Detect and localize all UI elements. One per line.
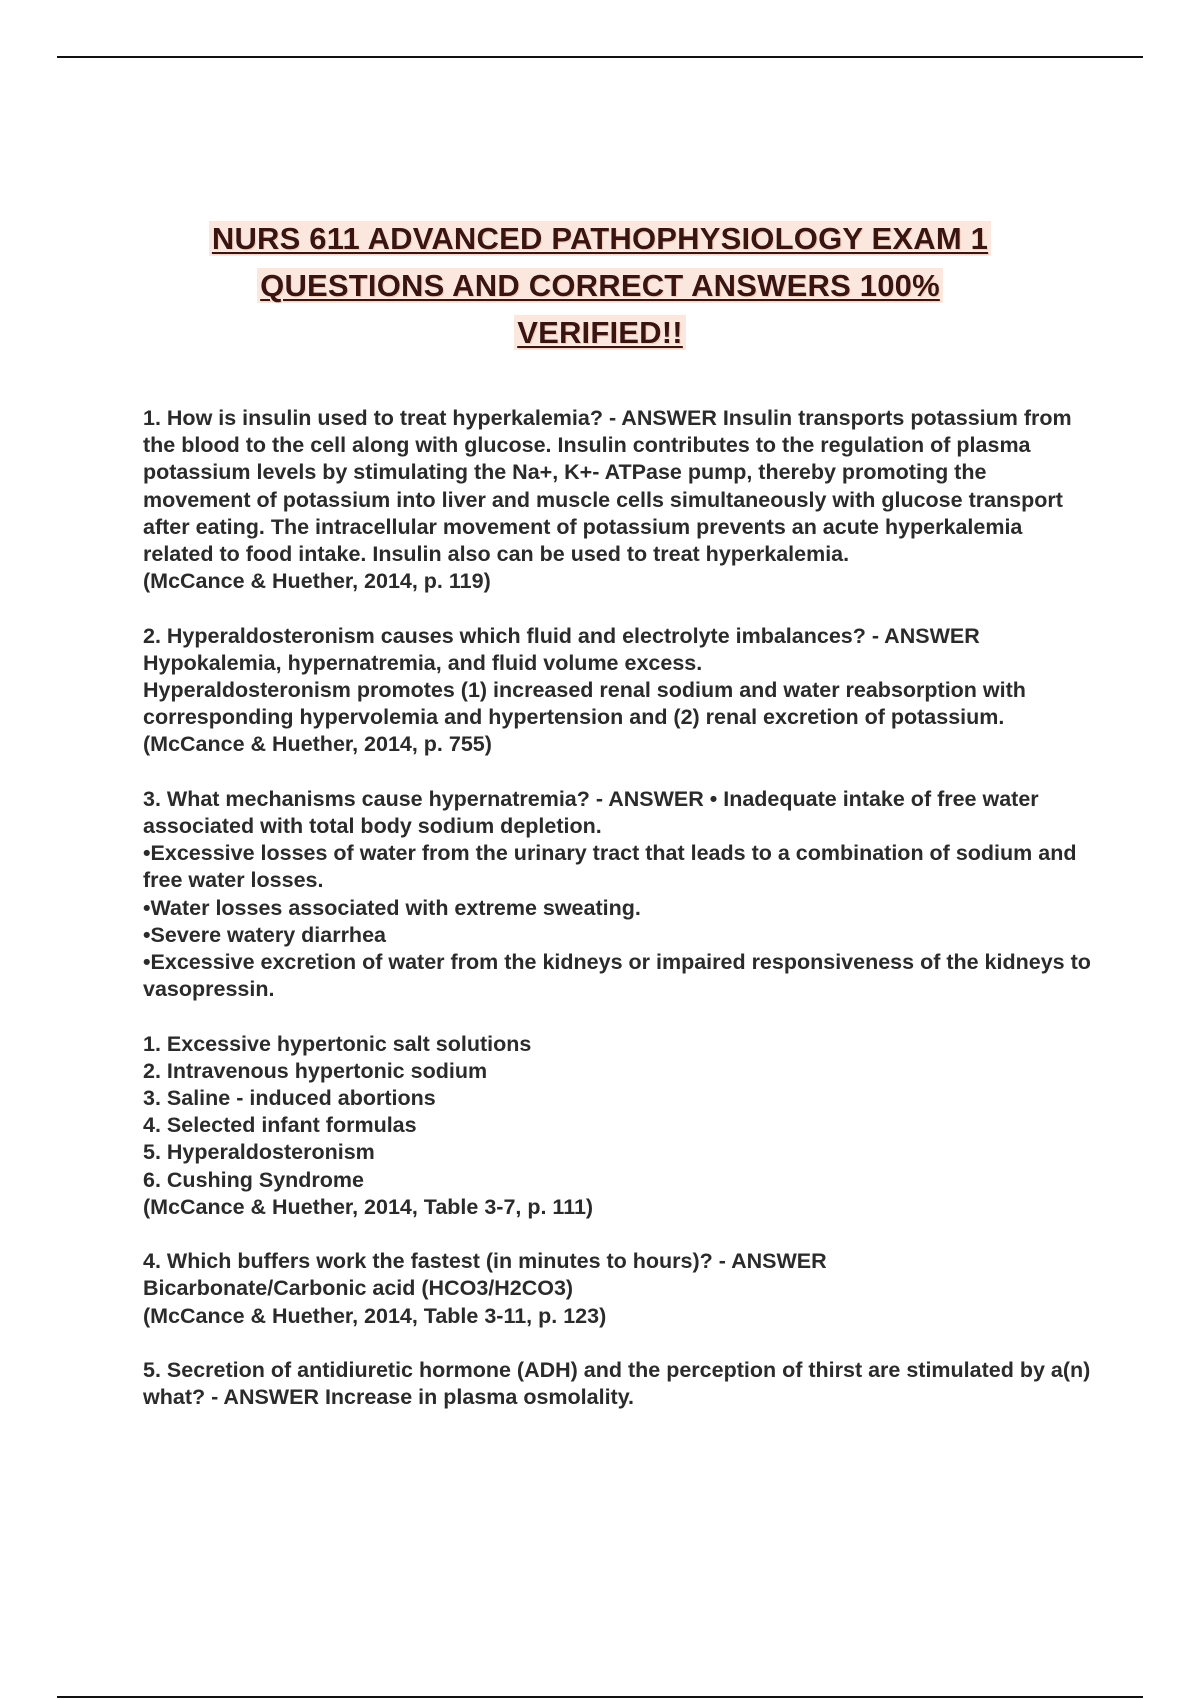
question-1-text: 1. How is insulin used to treat hyperkalemia? - ANSWER Insulin transports potassium from the blood to the cell along with glucose. Insulin contributes to the regulation of plasma potassium levels by stimulating the Na+, K+- ATPase pump, thereby promoting the movement of potassium into liver and muscle cells simultaneously with glucose transport after eating. The intracellular movement of potassium prevents an acute hyperkalemia related to food intake. Insulin also can be used to treat hyperkalemia.: [143, 406, 1072, 567]
question-1: [143, 405, 1093, 595]
question-2-text: 2. Hyperaldosteronism causes which fluid and electrolyte imbalances? - ANSWER Hypokalemia, hypernatremia, and fluid volume excess.: [143, 623, 980, 675]
document-title: [100, 215, 1100, 356]
question-3-citation: (McCance & Huether, 2014, Table 3-7, p. 111): [143, 1194, 594, 1219]
question-5: [143, 1357, 1093, 1411]
question-4-text: 4. Which buffers work the fastest (in minutes to hours)? - ANSWER: [143, 1249, 827, 1274]
document-body: [143, 405, 1093, 1439]
bullet-item: • Water losses associated with extreme sweating.: [143, 895, 1093, 922]
top-rule: [57, 56, 1143, 58]
bullet-item: • Excessive losses of water from the urinary tract that leads to a combination of sodium and free water losses.: [143, 840, 1093, 894]
question-2: [143, 623, 1093, 759]
bullet-item: • Excessive excretion of water from the kidneys or impaired responsiveness of the kidneys to vasopressin.: [143, 949, 1093, 1003]
title-line-2: QUESTIONS AND CORRECT ANSWERS 100%: [100, 262, 1100, 309]
question-3-causes: [143, 1031, 1093, 1221]
cause-item: 3. Saline - induced abortions: [143, 1086, 436, 1111]
cause-item: 1. Excessive hypertonic salt solutions: [143, 1031, 532, 1056]
question-4: [143, 1248, 1093, 1330]
title-line-3: VERIFIED!!: [100, 309, 1100, 356]
question-2-citation: (McCance & Huether, 2014, p. 755): [143, 732, 492, 757]
cause-item: 5. Hyperaldosteronism: [143, 1140, 375, 1165]
cause-item: 6. Cushing Syndrome: [143, 1167, 365, 1192]
bullet-item: • Severe watery diarrhea: [143, 922, 1093, 949]
question-3: [143, 786, 1093, 1004]
question-2-explanation: Hyperaldosteronism promotes (1) increased renal sodium and water reabsorption with corresponding hypervolemia and hypertension and (2) renal excretion of potassium.: [143, 678, 1026, 730]
question-4-citation: (McCance & Huether, 2014, Table 3-11, p. 123): [143, 1303, 607, 1328]
question-1-citation: (McCance & Huether, 2014, p. 119): [143, 569, 491, 594]
cause-item: 2. Intravenous hypertonic sodium: [143, 1058, 488, 1083]
title-line-1: NURS 611 ADVANCED PATHOPHYSIOLOGY EXAM 1: [100, 215, 1100, 262]
cause-item: 4. Selected infant formulas: [143, 1113, 417, 1138]
question-4-answer: Bicarbonate/Carbonic acid (HCO3/H2CO3): [143, 1276, 574, 1301]
bottom-rule: [57, 1696, 1143, 1698]
question-3-text: 3. What mechanisms cause hypernatremia? - ANSWER • Inadequate intake of free water associated with total body sodium depletion.: [143, 786, 1039, 839]
question-5-text: 5. Secretion of antidiuretic hormone (ADH) and the perception of thirst are stimulated by a(n) what? - ANSWER Increase in plasma osmolality.: [143, 1358, 1091, 1410]
